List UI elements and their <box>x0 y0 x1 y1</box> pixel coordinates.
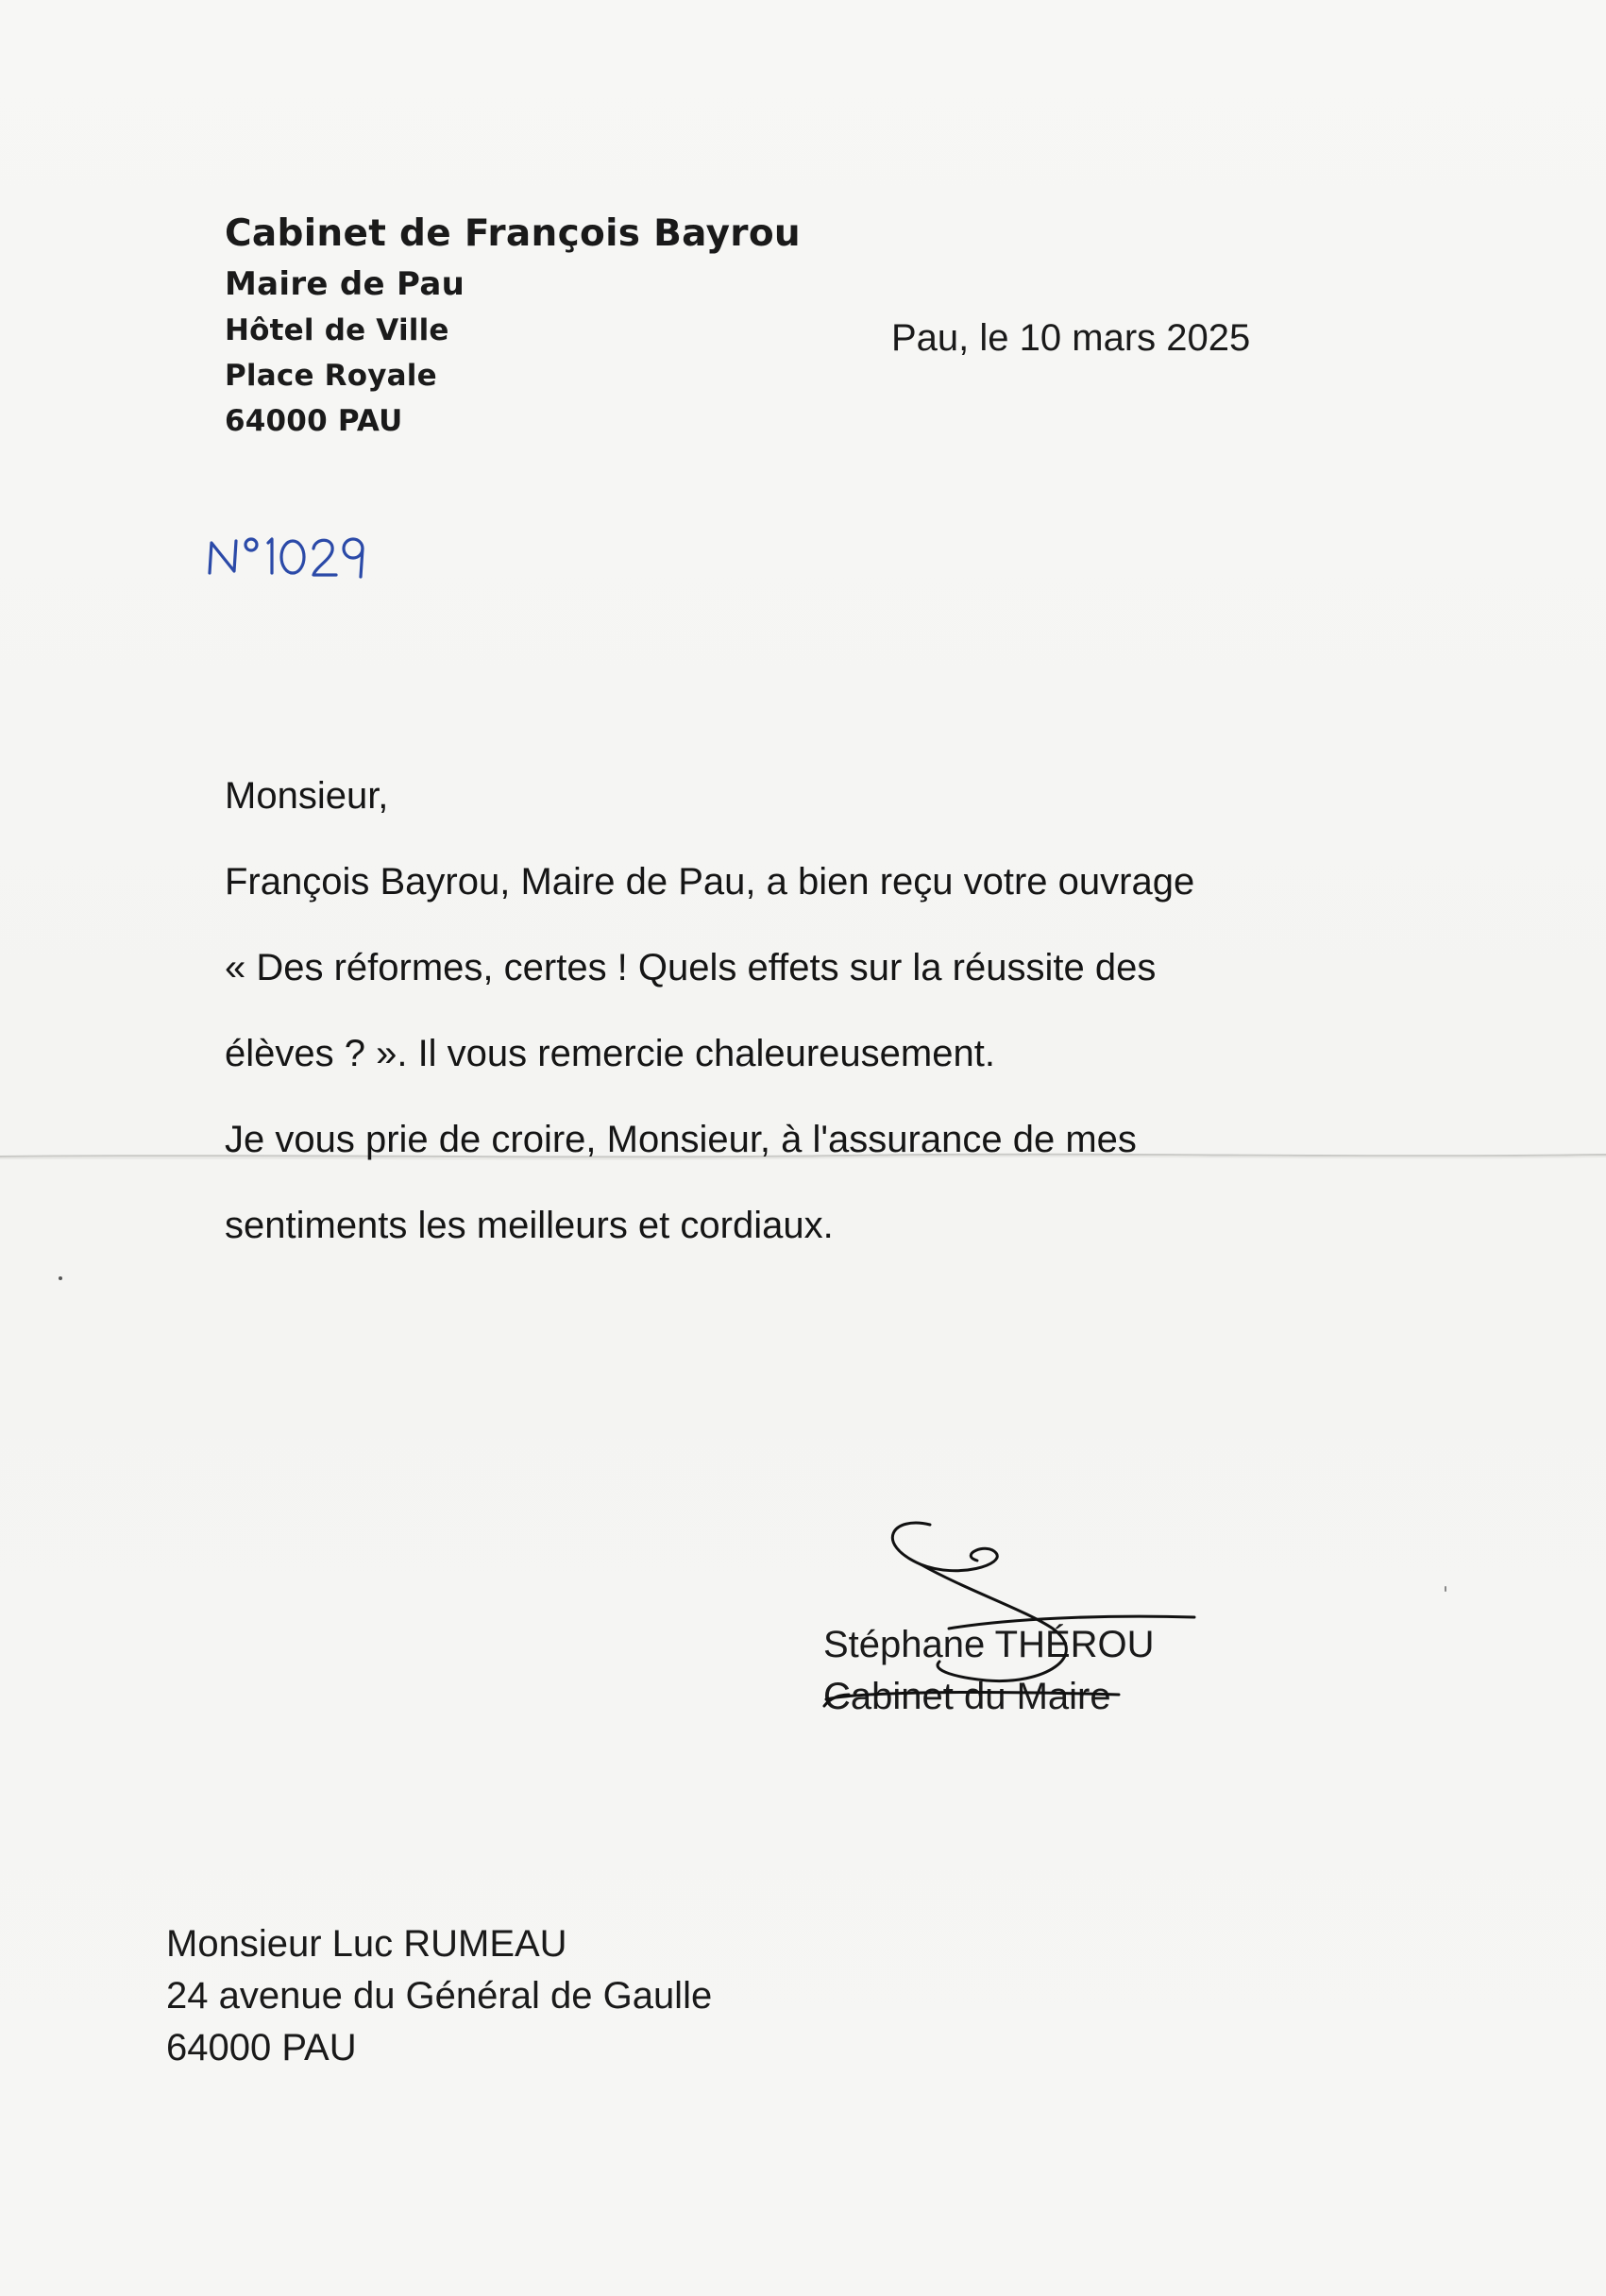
salutation: Monsieur, <box>225 775 389 817</box>
body-line: Je vous prie de croire, Monsieur, à l'assurance de mes <box>225 1119 1137 1160</box>
handwritten-signature <box>817 1506 1308 1751</box>
recipient-city: 64000 PAU <box>166 2027 357 2068</box>
paper-speck <box>1445 1586 1446 1592</box>
recipient-block <box>166 1918 712 2074</box>
body-line: sentiments les meilleurs et cordiaux. <box>225 1205 834 1246</box>
body-line: « Des réformes, certes ! Quels effets sur la réussite des <box>225 947 1157 988</box>
body-line: François Bayrou, Maire de Pau, a bien reçu votre ouvrage <box>225 861 1195 903</box>
recipient-street: 24 avenue du Général de Gaulle <box>166 1975 713 2017</box>
letter-body <box>225 753 1358 1269</box>
paper-speck <box>59 1276 62 1280</box>
sender-address-line2: Place Royale <box>225 359 437 393</box>
signatory-office: Cabinet du Maire <box>823 1676 1111 1717</box>
sender-address-line1: Hôtel de Ville <box>225 313 449 347</box>
sender-title: Maire de Pau <box>225 265 465 303</box>
sender-name: Cabinet de François Bayrou <box>225 212 801 255</box>
sender-address-line3: 64000 PAU <box>225 404 403 438</box>
sender-block <box>225 208 801 444</box>
body-line: élèves ? ». Il vous remercie chaleureusement. <box>225 1033 995 1074</box>
handwritten-note <box>202 515 410 599</box>
recipient-name: Monsieur Luc RUMEAU <box>166 1923 567 1965</box>
signatory-name: Stéphane THÉROU <box>823 1624 1155 1665</box>
letter-date: Pau, le 10 mars 2025 <box>891 317 1251 359</box>
